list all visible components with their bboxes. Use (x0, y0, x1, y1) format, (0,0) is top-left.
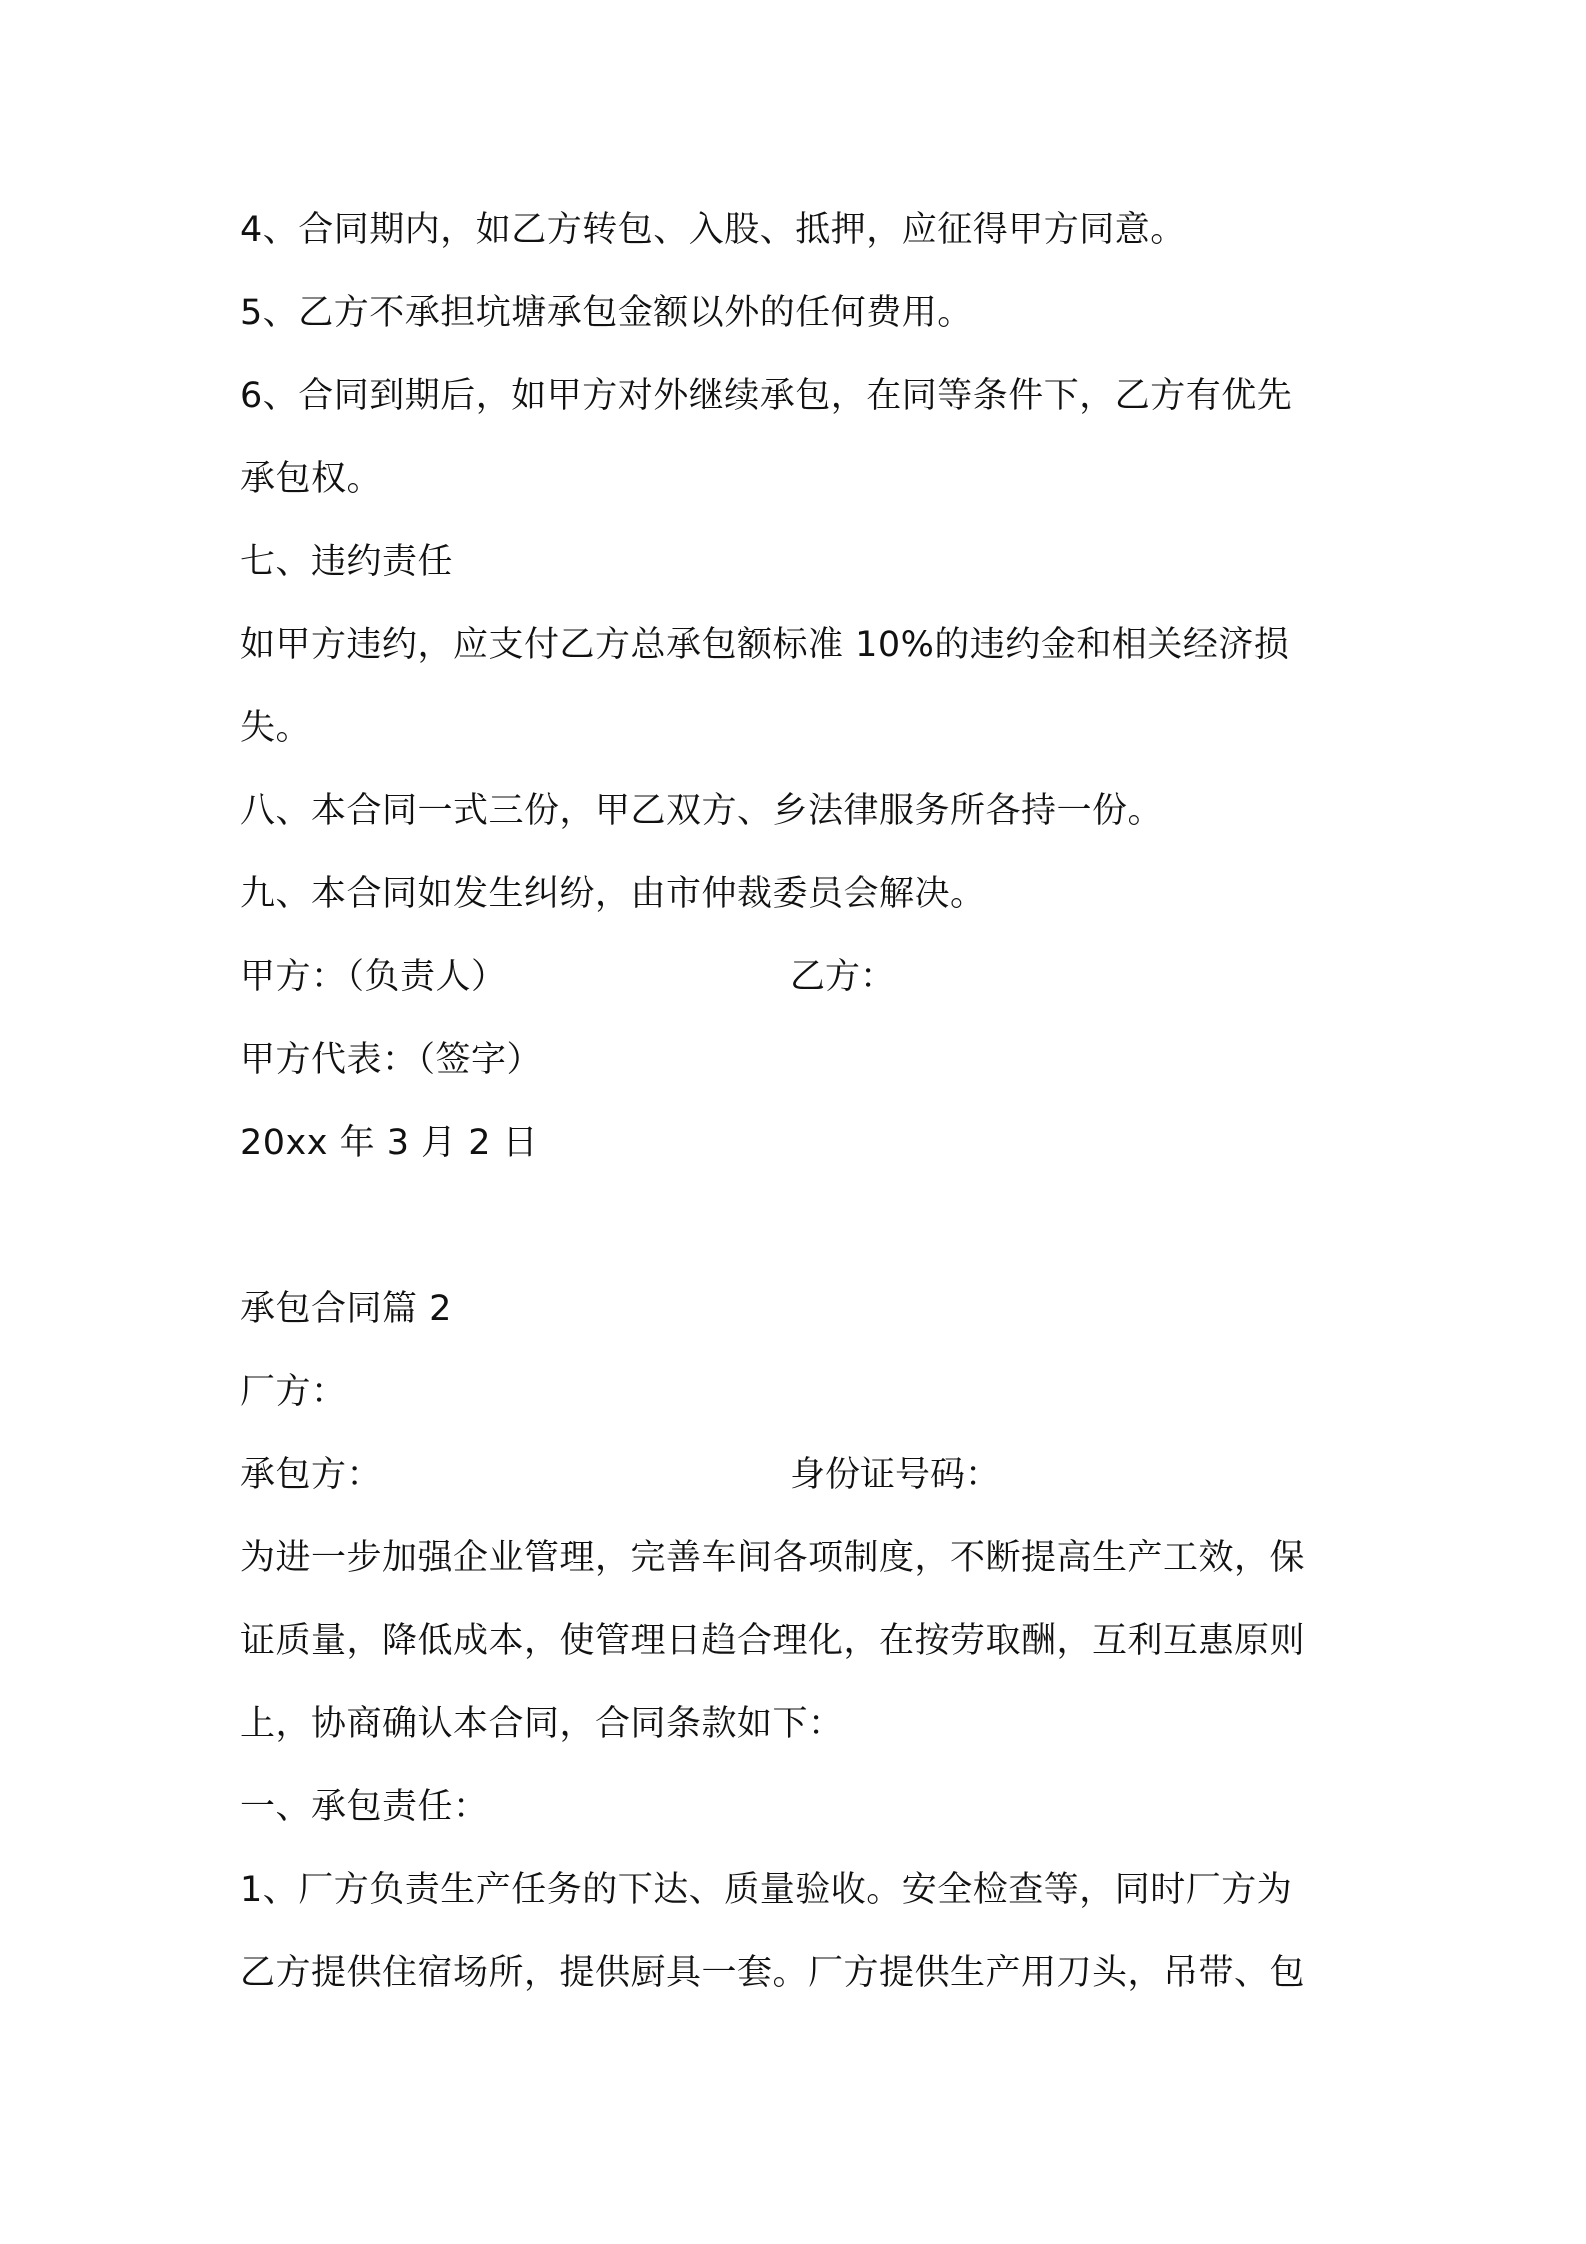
preamble-line2: 证质量，降低成本，使管理日趋合理化，在按劳取酬，互利互惠原则 (240, 1621, 1306, 1661)
breach-line2: 失。 (240, 708, 312, 748)
responsibility-1-line2: 乙方提供住宿场所，提供厨具一套。厂方提供生产用刀头，吊带、包 (240, 1953, 1306, 1993)
section-8: 八、本合同一式三份，甲乙双方、乡法律服务所各持一份。 (240, 791, 1164, 831)
signature-party-a: 甲方：（负责人） (240, 957, 507, 997)
contractor-label: 承包方： (240, 1455, 383, 1495)
signature-party-b: 乙方： (790, 957, 896, 997)
responsibility-1-line1: 1、厂方负责生产任务的下达、质量验收。安全检查等，同时厂方为 (240, 1870, 1293, 1910)
section-7-heading: 七、违约责任 (240, 542, 454, 582)
party-a-representative: 甲方代表：（签字） (240, 1040, 543, 1080)
contract-date: 20xx 年 3 月 2 日 (240, 1123, 539, 1163)
section-2-title: 承包合同篇 2 (240, 1289, 452, 1329)
clause-6-line2: 承包权。 (240, 459, 383, 499)
id-number-label: 身份证号码： (790, 1455, 1001, 1495)
preamble-line1: 为进一步加强企业管理，完善车间各项制度，不断提高生产工效，保 (240, 1538, 1306, 1578)
clause-6-line1: 6、合同到期后，如甲方对外继续承包，在同等条件下，乙方有优先 (240, 376, 1293, 416)
clause-5: 5、乙方不承担坑塘承包金额以外的任何费用。 (240, 293, 973, 333)
preamble-line3: 上，协商确认本合同，合同条款如下： (240, 1704, 844, 1744)
responsibility-heading: 一、承包责任： (240, 1787, 489, 1827)
clause-4: 4、合同期内，如乙方转包、入股、抵押，应征得甲方同意。 (240, 210, 1186, 250)
section-9: 九、本合同如发生纠纷，由市仲裁委员会解决。 (240, 874, 986, 914)
factory-label: 厂方： (240, 1372, 347, 1412)
breach-line1: 如甲方违约，应支付乙方总承包额标准 10%的违约金和相关经济损 (240, 625, 1290, 665)
